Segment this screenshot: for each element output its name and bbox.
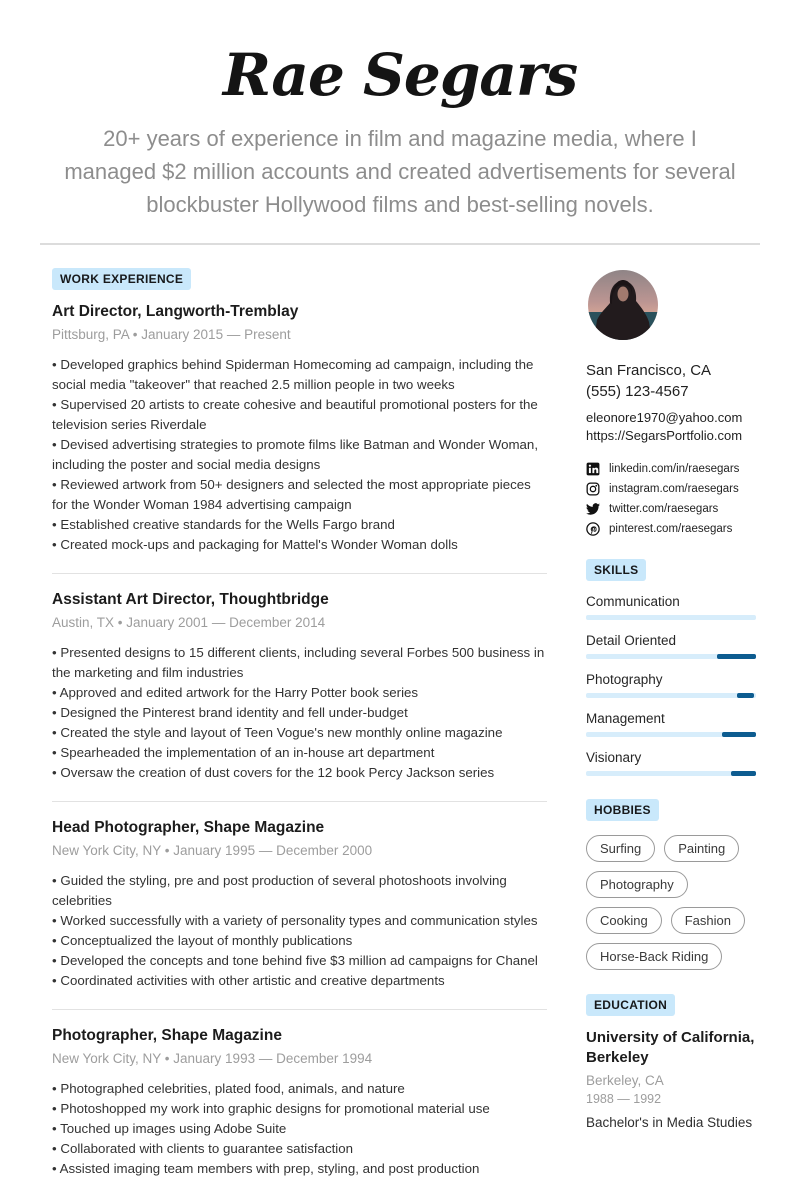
bullet-item: • Photographed celebrities, plated food, animals, and nature [52, 1081, 405, 1096]
social-link-pinterest[interactable] [586, 522, 756, 536]
portrait-photo [588, 270, 658, 340]
job-title: Art Director, Langworth-Tremblay [52, 303, 299, 320]
summary-text: 20+ years of experience in film and magazine media, where I managed $2 million accounts and created advertisements for several blockbuster Hollywood films and best-selling novels. [64, 126, 736, 217]
social-links [586, 462, 756, 536]
social-handle: linkedin.com/in/raesegars [609, 463, 740, 475]
bullet-item: • Established creative standards for the Wells Fargo brand [52, 517, 395, 532]
bullet-item: • Worked successfully with a variety of personality types and communication styles [52, 913, 538, 928]
bullet-item: • Devised advertising strategies to promote films like Batman and Wonder Woman, including the poster and social media designs [52, 437, 539, 472]
social-link-linkedin[interactable] [586, 462, 756, 476]
hobbies-list [586, 835, 756, 970]
content-columns [0, 245, 800, 1179]
education-degree: Bachelor's in Media Studies [586, 1115, 753, 1130]
bullet-item: • Developed the concepts and tone behind five $3 million ad campaigns for Chanel [52, 953, 538, 968]
hobby-tag: Painting [664, 835, 739, 862]
job-bullets [52, 643, 547, 783]
social-handle: twitter.com/raesegars [609, 503, 719, 515]
skill-bar [586, 615, 756, 620]
bullet-item: • Photoshopped my work into graphic designs for promotional material use [52, 1101, 490, 1116]
contact-phone: (555) 123-4567 [586, 383, 689, 400]
hobby-tag: Fashion [671, 907, 745, 934]
skill-bar [586, 732, 756, 737]
divider [52, 573, 547, 574]
skill-label: Visionary [586, 750, 642, 765]
bullet-item: • Approved and edited artwork for the Harry Potter book series [52, 685, 419, 700]
social-handle: instagram.com/raesegars [609, 483, 739, 495]
job-title: Photographer, Shape Magazine [52, 1027, 282, 1044]
social-link-instagram[interactable] [586, 482, 756, 496]
divider [52, 1009, 547, 1010]
pinterest-icon [586, 522, 600, 536]
job-bullets [52, 355, 547, 555]
skill-bar [586, 654, 756, 659]
skill-bar [586, 693, 756, 698]
skill-item [586, 711, 756, 737]
hobby-tag: Photography [586, 871, 688, 898]
job-bullets [52, 1079, 547, 1179]
contact-website[interactable]: https://SegarsPortfolio.com [586, 428, 743, 443]
contact-email[interactable]: eleonore1970@yahoo.com [586, 410, 743, 425]
skill-item [586, 633, 756, 659]
skill-label: Photography [586, 672, 663, 687]
twitter-icon [586, 502, 600, 516]
person-name: Rae Segars [222, 41, 578, 109]
bullet-item: • Oversaw the creation of dust covers for the 12 book Percy Jackson series [52, 765, 495, 780]
bullet-item: • Spearheaded the implementation of an in-house art department [52, 745, 435, 760]
job-meta: Pittsburg, PA • January 2015 — Present [52, 327, 291, 342]
education-location: Berkeley, CA [586, 1073, 664, 1088]
sidebar-column [586, 268, 756, 1179]
hobby-tag: Surfing [586, 835, 655, 862]
bullet-item: • Presented designs to 15 different clients, including several Forbes 500 business in the marketing and film industries [52, 645, 545, 680]
skill-label: Detail Oriented [586, 633, 677, 648]
contact-location: San Francisco, CA [586, 362, 712, 379]
skills-list [586, 594, 756, 776]
hobby-tag: Horse-Back Riding [586, 943, 722, 970]
work-experience-column [52, 268, 547, 1179]
hobbies-section-label: HOBBIES [586, 799, 659, 821]
bullet-item: • Designed the Pinterest brand identity and fell under-budget [52, 705, 408, 720]
bullet-item: • Touched up images using Adobe Suite [52, 1121, 287, 1136]
bullet-item: • Collaborated with clients to guarantee satisfaction [52, 1141, 354, 1156]
bullet-item: • Supervised 20 artists to create cohesive and beautiful promotional posters for the television series Riverdale [52, 397, 538, 432]
bullet-item: • Developed graphics behind Spiderman Homecoming ad campaign, including the social media "takeover" that reached 2.5 million people in two weeks [52, 357, 534, 392]
bullet-item: • Conceptualized the layout of monthly publications [52, 933, 353, 948]
education-section-label: EDUCATION [586, 994, 675, 1016]
job-entry [52, 819, 547, 991]
instagram-icon [586, 482, 600, 496]
job-bullets [52, 871, 547, 991]
job-entry [52, 1027, 547, 1179]
skill-label: Management [586, 711, 665, 726]
skill-item [586, 672, 756, 698]
job-entry [52, 591, 547, 783]
social-handle: pinterest.com/raesegars [609, 523, 733, 535]
social-link-twitter[interactable] [586, 502, 756, 516]
bullet-item: • Assisted imaging team members with prep, styling, and post production [52, 1161, 480, 1176]
bullet-item: • Guided the styling, pre and post production of several photoshoots involving celebrities [52, 873, 507, 908]
skill-item [586, 594, 756, 620]
skills-section-label: SKILLS [586, 559, 646, 581]
skill-label: Communication [586, 594, 680, 609]
avatar [588, 270, 658, 340]
bullet-item: • Coordinated activities with other artistic and creative departments [52, 973, 445, 988]
bullet-item: • Created the style and layout of Teen Vogue's new monthly online magazine [52, 725, 503, 740]
job-title: Assistant Art Director, Thoughtbridge [52, 591, 329, 608]
hobby-tag: Cooking [586, 907, 662, 934]
job-entry [52, 303, 547, 555]
bullet-item: • Created mock-ups and packaging for Mattel's Wonder Woman dolls [52, 537, 458, 552]
skill-bar [586, 771, 756, 776]
linkedin-icon [586, 462, 600, 476]
bullet-item: • Reviewed artwork from 50+ designers and selected the most appropriate pieces for the Wonder Woman 1984 advertising campaign [52, 477, 531, 512]
job-meta: New York City, NY • January 1993 — December 1994 [52, 1051, 373, 1066]
job-meta: Austin, TX • January 2001 — December 2014 [52, 615, 326, 630]
education-school: University of California, Berkeley [586, 1029, 755, 1066]
divider [52, 801, 547, 802]
work-experience-section-label: WORK EXPERIENCE [52, 268, 191, 290]
resume-header [0, 0, 800, 221]
skill-item [586, 750, 756, 776]
education-years: 1988 — 1992 [586, 1092, 662, 1106]
job-title: Head Photographer, Shape Magazine [52, 819, 325, 836]
job-meta: New York City, NY • January 1995 — December 2000 [52, 843, 373, 858]
